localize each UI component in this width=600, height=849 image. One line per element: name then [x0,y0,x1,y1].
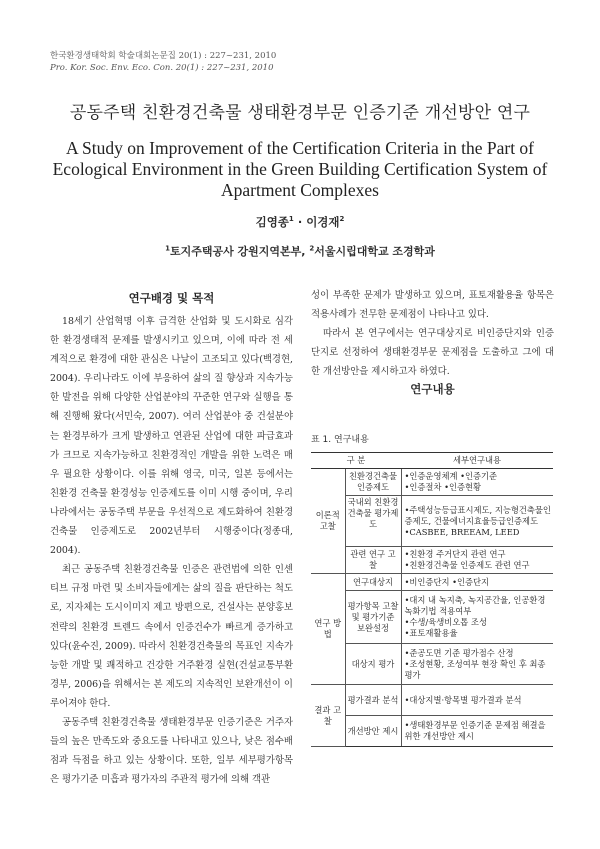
detail: •친환경 주거단지 관련 연구 •친환경건축물 인증제도 관련 연구 [401,547,553,574]
affil-1-mark: 1 [165,244,170,253]
table-header-row [311,453,553,469]
paragraph-continued: 성이 부족한 문제가 발생하고 있으며, 표토재활용율 항목은 적용사례가 전무한 문제점이 나타나고 있다. [311,290,554,321]
category-method: 연구 방법 [311,574,345,685]
section-heading-background: 연구배경 및 목적 [128,291,215,305]
journal-citation-en: Pro. Kor. Soc. Env. Eco. Con. 20(1) : 227~231, 2010 [50,63,274,73]
author-separator: · [297,215,303,229]
author-1: 김영종 [255,215,289,229]
subcategory: 평가결과 분석 [345,685,401,716]
paragraph-1: 18세기 산업혁명 이후 급격한 산업화 및 도시화로 심각한 환경생태적 문제를 발생시키고 있으며, 이에 따라 전 세계적으로 환경에 대한 관심은 나날이 고조되고 있다(백경현, 2004). 우리나라도 이에 부응하여 삶의 질 향상과 지속가능한 발전을 위해 다양한 산업분야의 꾸준한 연구와 실행을 통해 진행해 왔다(서민숙, 2007). 여러 산업분야 중 건설분야는 환경부하가 크게 발생하고 연관된 산업에 대한 파급효과가 크므로 지속가능하고 친환경적인 개발을 위한 노력은 매우 필요한 상황이다. 이를 위해 영국, 미국, 일본 등에서는 친환경 건축물 환경성능 인증제도를 이미 시행 중이며, 우리나라에서는 공동주택 부문을 우선적으로 제도화하여 친환경건축물 인증제도로 2002년부터 시행중이다(정종대, 2004). [50,316,293,557]
detail: •인증운영체계 •인증기준 •인증절차 •인증현황 [401,469,553,496]
table-row [311,469,553,496]
paragraph-3: 공동주택 친환경건축물 생태환경부문 인증기준은 거주자들의 높은 만족도와 중요도를 나타내고 있으나, 낮은 점수배점과 득점을 하고 있는 상황이다. 또한, 일부 세부평가항목은 평가기준 미흡과 평가자의 주관적 평가에 의해 객관 [50,716,293,786]
research-content-table [311,452,553,747]
affiliation-2: 서울시립대학교 조경학과 [314,245,435,258]
paragraph-2: 최근 공동주택 친환경건축물 인증은 관련법에 의한 인센티브 규정 마련 및 소비자들에게는 삶의 질을 판단하는 척도로, 지자체는 도시이미지 제고 방편으로, 건설사는 분양홍보 전략의 친환경 트렌드 속에서 인증건수가 빠르게 증가하고 있다(윤수진, 2009). 따라서 친환경건축물의 목표인 지속가능한 개발 및 쾌적하고 건강한 거주환경 실현(건설교통부환경부, 2006)을 위해서는 본 제도의 지속적인 보완개선이 이루어져야 한다. [50,564,293,709]
detail: •준공도면 기준 평가점수 산정 •조성현황, 조성여부 현장 확인 후 최종평가 [401,644,553,685]
paper-title-english: A Study on Improvement of the Certification Criteria in the Part of Ecological Environment in the Green Building Certification System of Apartment Complexes [52,138,548,200]
detail: •대상지별·항목별 평가결과 분석 [401,685,553,716]
paragraph-4: 따라서 본 연구에서는 연구대상지로 비인증단지와 인증단지로 선정하여 생태환경부문 문제점을 도출하고 그에 대한 개선방안을 제시하고자 하였다. [311,328,554,378]
subcategory: 개선방안 제시 [345,716,401,747]
subcategory: 국내외 친환경 건축물 평가제도 [345,496,401,547]
author-line [0,214,600,230]
table-row [311,496,553,547]
left-column [50,290,293,789]
subcategory: 연구대상지 [345,574,401,591]
journal-header [50,50,276,74]
affil-2-mark: 2 [309,244,315,253]
table-row [311,685,553,716]
author-2-affil-mark: 2 [339,215,345,224]
detail: •생태환경부문 인증기준 문제점 해결을 위한 개선방안 제시 [401,716,553,747]
journal-citation-ko: 한국환경생태학회 학술대회논문집 20(1) : 227~231, 2010 [50,51,277,61]
table-caption: 표 1. 연구내용 [311,435,369,445]
category-theory: 이론적 고찰 [311,469,345,574]
right-column [311,286,554,381]
subcategory: 관련 연구 고찰 [345,547,401,574]
table-row [311,591,553,644]
table-header-content: 세부연구내용 [401,453,553,469]
paper-title-korean: 공동주택 친환경건축물 생태환경부문 인증기준 개선방안 연구 [69,103,531,123]
author-2: 이경재 [306,215,340,229]
affiliation-line [0,243,600,259]
table-row [311,644,553,685]
category-result: 결과 고찰 [311,685,345,747]
author-1-affil-mark: 1 [288,215,294,224]
affiliation-1: 토지주택공사 강원지역본부, [169,245,306,258]
table-row [311,716,553,747]
detail: •주택성능등급표시제도, 지능형건축물인증제도, 건물에너지효율등급인증제도 •CASBEE, BREEAM, LEED [401,496,553,547]
subcategory: 대상지 평가 [345,644,401,685]
section-heading-contents: 연구내용 [410,382,455,396]
table-row [311,547,553,574]
subcategory: 친환경건축물 인증제도 [345,469,401,496]
detail: •대지 내 녹지축, 녹지공간율, 인공환경 녹화기법 적용여부 •수생/육생비오톱 조성 •표토재활용율 [401,591,553,644]
table-header-group: 구 분 [311,453,401,469]
subcategory: 평가항목 고찰 및 평가기준 보완설정 [345,591,401,644]
detail: •비인증단지 •인증단지 [401,574,553,591]
table-row [311,574,553,591]
